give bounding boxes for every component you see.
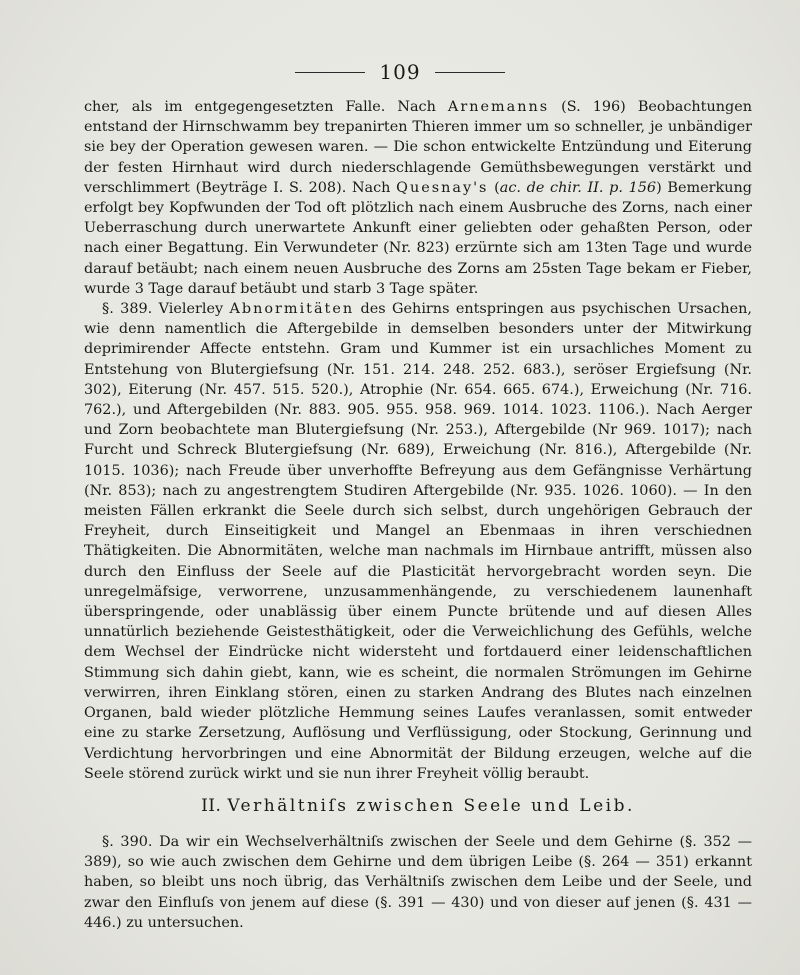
text-run: ) Bemerkung erfolgt bey Kopfwunden der Tod oft plötzlich nach einem Ausbruche des Zorns, nach einer Ueberraschung durch unerwartete Ankunft einer geliebten oder gehaßten Person, oder nach einer Begattung. Ein Verwundeter (Nr. 823) erzürnte sich am 13ten Tage und wurde darauf betäubt; nach einem neuen Ausbruche des Zorns am 25sten Tage bekam er Fieber, wurde 3 Tage darauf betäubt und starb 3 Tage später. <box>84 179 752 297</box>
page-number: 109 <box>379 60 421 84</box>
right-header-rule <box>435 72 505 73</box>
main-text <box>84 97 752 784</box>
section-numeral: II. <box>201 796 222 816</box>
paragraph-390: §. 390. Da wir ein Wechselverhältniſs zwischen der Seele und dem Gehirne (§. 352 — 389), so wie auch zwischen dem Gehirne und dem übrigen Leibe (§. 264 — 351) erkannt haben, so bleibt uns noch übrig, das Verhältniſs zwischen dem Leibe und der Seele, und zwar den Einfluſs von jenem auf diese (§. 391 — 430) und von dieser auf jenen (§. 431 — 446.) zu untersuchen. <box>84 834 752 931</box>
text-run: des Gehirns entspringen aus psychischen Ursachen, wie denn namentlich die Aftergebilde in demselben besonders unter der Mitwirkung deprimirender Affecte entstehn. Gram und Kummer ist ein ursachliches Moment zu Entstehung von Blutergiefsung (Nr. 151. 214. 248. 252. 683.), seröser Ergiefsung (Nr. 302), Eiterung (Nr. 457. 515. 520.), Atrophie (Nr. 654. 665. 674.), Erweichung (Nr. 716. 762.), und Aftergebilden (Nr. 883. 905. 955. 958. 969. 1014. 1023. 1106.). Nach Aerger und Zorn beobachtete man Blutergiefsung (Nr. 253.), Aftergebilde (Nr 969. 1017); nach Furcht und Schreck Blutergiefsung (Nr. 689), Erweichung (Nr. 816.), Aftergebilde (Nr. 1015. 1036); nach Freude über unverhoffte Befreyung aus dem Gefängnisse Verhärtung (Nr. 853); nach zu angestrengtem Studiren Aftergebilde (Nr. 935. 1026. 1060). — In den meisten Fällen erkrankt die Seele durch sich selbst, durch ungehörigen Gebrauch der Freyheit, durch Einseitigkeit und Mangel an Ebenmaas in ihren verschiednen Thätigkeiten. Die Abnormitäten, welche man nachmals im Hirnbaue antrifft, müssen also durch den Einfluss der Seele auf die Plasticität hervorgebracht worden seyn. Die unregelmäfsige, verworrene, unzusammenhängende, zu verschiedenem launenhaft überspringende, oder unablässig über einem Puncte brütende und auf diesen Alles unnatürlich beziehende Geistesthätigkeit, oder die Verweichlichung des Gefühls, welche dem Wechsel der Eindrücke nicht widersteht und fortdauerd einer leidenschaftlichen Stimmung sich dahin giebt, kann, wie es scheint, die normalen Strömungen im Gehirne verwirren, ihren Einklang stören, einen zu starken Andrang des Blutes nach einzelnen Organen, bald wieder plötzliche Hemmung seines Laufes veranlassen, somit entweder eine zu starke Zersetzung, Auflösung und Verflüssigung, oder Stockung, Gerinnung und Verdichtung hervorbringen und eine Abnormität der Bildung erzeugen, welche auf die Seele störend zurück wirkt und sie nun ihrer Freyheit völlig beraubt. <box>84 301 752 782</box>
citation: ac. de chir. II. p. 156 <box>499 179 657 196</box>
page-header <box>0 60 800 84</box>
section-heading <box>84 796 752 816</box>
text-run: cher, als im entgegengesetzten Falle. Nach <box>84 99 448 115</box>
author-name-arnemann: Arnemanns <box>447 99 550 115</box>
text-run: (S. 196) Beobachtungen entstand der Hirnschwamm bey trepanirten Thieren immer um so schneller, je unbändiger sie bey der Operation gewesen waren. — Die schon entwickelte Entzündung und Eiterung der festen Hirnhaut wird durch niederschlagende Gemüthsbewegungen verstärkt und verschlimmert (Beyträge I. S. 208). Nach <box>84 99 753 196</box>
paragraph-389 <box>84 299 752 784</box>
section-text <box>84 832 752 933</box>
spaced-term: Abnormitäten <box>229 301 355 318</box>
section-title: Verhältniſs zwischen Seele und Leib. <box>227 796 635 816</box>
text-run: ( <box>488 179 500 196</box>
author-name-quesnay: Quesnay's <box>396 179 489 196</box>
left-header-rule <box>295 72 365 73</box>
paragraph-continuation <box>84 97 752 299</box>
text-run: §. 389. Vielerley <box>102 301 230 318</box>
